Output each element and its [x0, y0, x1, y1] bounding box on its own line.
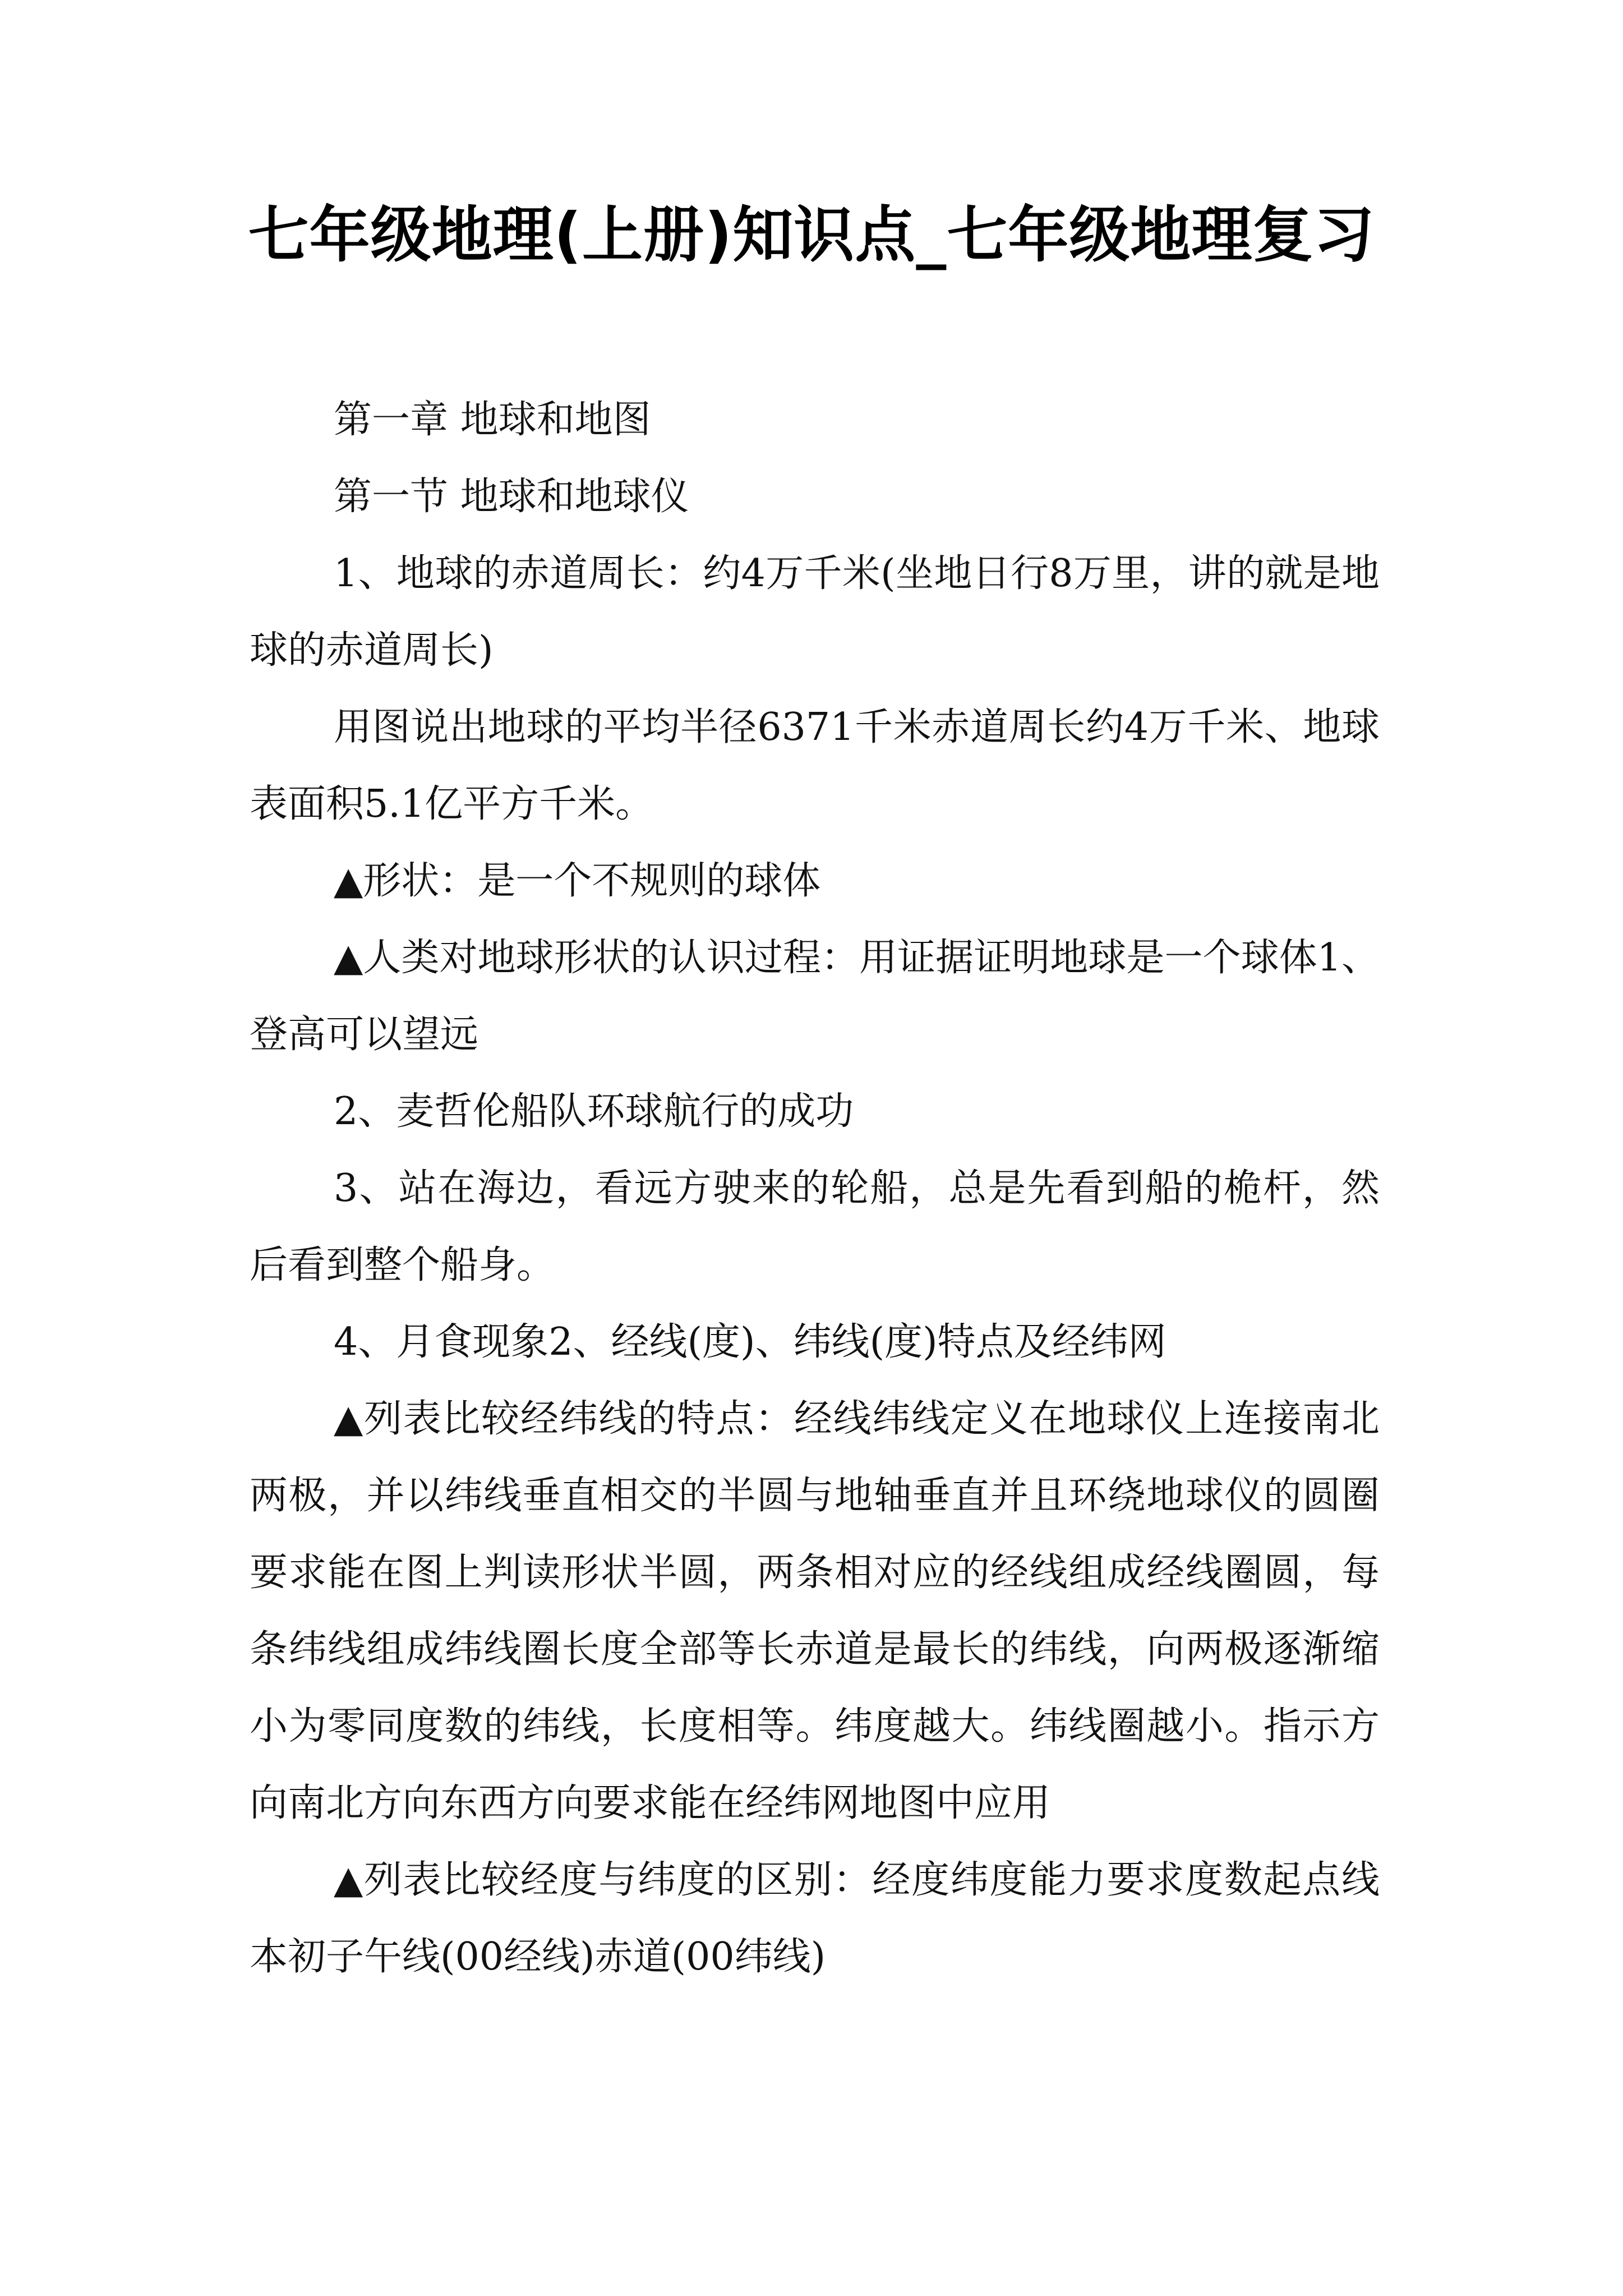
paragraph: 4、月食现象2、经线(度)、纬线(度)特点及经纬网	[334, 1320, 1166, 1364]
chapter-heading: 第一章 地球和地图	[334, 398, 651, 442]
document-title: 七年级地理(上册)知识点_七年级地理复习	[248, 200, 1375, 270]
paragraph: 2、麦哲伦船队环球航行的成功	[334, 1089, 854, 1134]
paragraph: ▲列表比较经度与纬度的区别：经度纬度能力要求度数起点线本初子午线(00经线)赤道(00纬线)	[250, 1858, 1380, 1979]
paragraph: 3、站在海边，看远方驶来的轮船，总是先看到船的桅杆，然后看到整个船身。	[250, 1166, 1380, 1287]
paragraph: ▲列表比较经纬线的特点：经线纬线定义在地球仪上连接南北两极，并以纬线垂直相交的半圆与地轴垂直并且环绕地球仪的圆圈要求能在图上判读形状半圆，两条相对应的经线组成经线圈圆，每条纬线组成纬线圈长度全部等长赤道是最长的纬线，向两极逐渐缩小为零同度数的纬线，长度相等。纬度越大。纬线圈越小。指示方向南北方向东西方向要求能在经纬网地图中应用	[250, 1397, 1380, 1825]
paragraph: 1、地球的赤道周长：约4万千米(坐地日行8万里，讲的就是地球的赤道周长)	[250, 551, 1380, 673]
paragraph: ▲形状：是一个不规则的球体	[334, 859, 821, 903]
section-heading: 第一节 地球和地球仪	[334, 475, 689, 519]
paragraph: ▲人类对地球形状的认识过程：用证据证明地球是一个球体1、登高可以望远	[250, 936, 1380, 1057]
paragraph: 用图说出地球的平均半径6371千米赤道周长约4万千米、地球表面积5.1亿平方千米。	[250, 705, 1380, 826]
document-body	[250, 381, 1380, 1995]
